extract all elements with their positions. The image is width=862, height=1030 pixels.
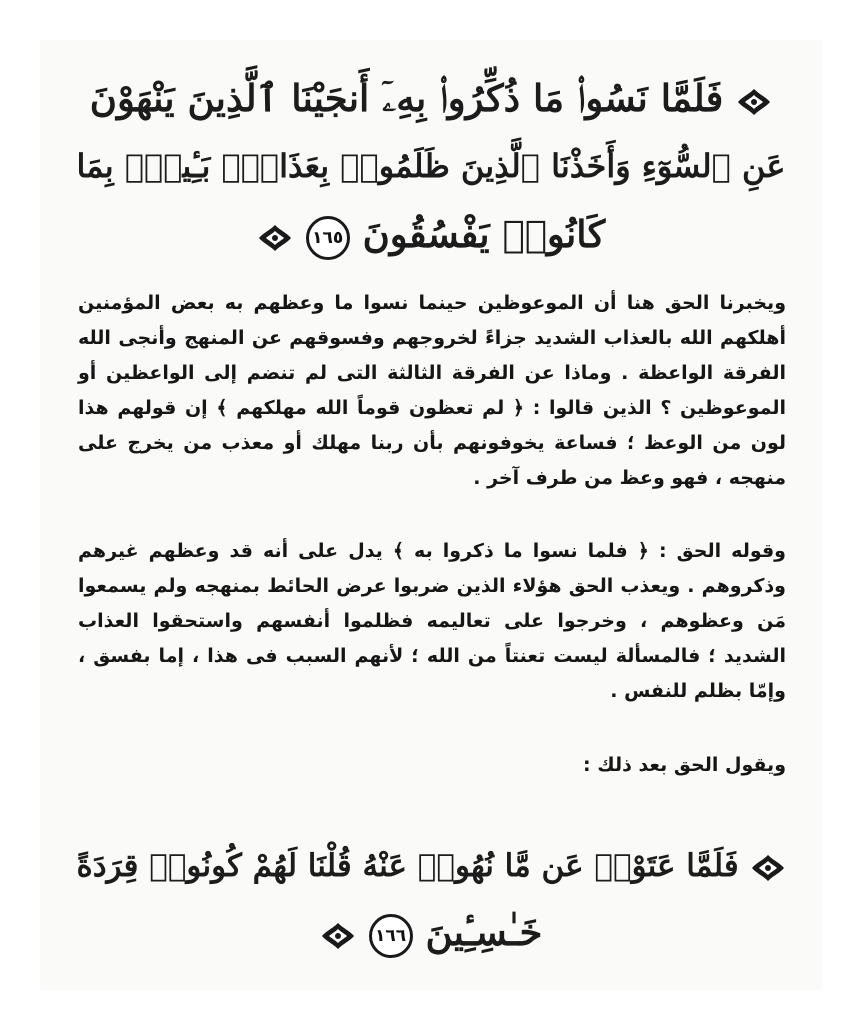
verse-end-ornament-icon bbox=[257, 223, 293, 253]
book-page bbox=[40, 40, 822, 990]
verse-165-line-2 bbox=[70, 136, 792, 196]
verse-number-badge: ١٦٦ bbox=[369, 914, 413, 958]
verse-number-badge: ١٦٥ bbox=[306, 216, 350, 260]
transition-line bbox=[78, 748, 786, 783]
verse-166-line-1-text: فَلَمَّا عَتَوْا۟ عَن مَّا نُهُوا۟ عَنْهُ قُلْنَا لَهُمْ كُونُوا۟ قِرَدَةً bbox=[76, 848, 739, 884]
verse-start-ornament-icon bbox=[750, 853, 786, 883]
commentary-paragraph-1 bbox=[78, 286, 786, 496]
verse-start-ornament-icon bbox=[736, 87, 772, 117]
verse-165-line-1 bbox=[70, 68, 792, 128]
verse-166-line-1 bbox=[70, 836, 792, 896]
paragraph-1-text: ويخبرنا الحق هنا أن الموعوظين حينما نسوا ما وعظهم به بعض المؤمنين أهلكهم الله بالعذاب الشديد جزاءً لخروجهم وفسوقهم عن المنهج وأنجى الله الفرقة الواعظة . وماذا عن الفرقة الثالثة التى لم تنضم إلى الواعظين أو الموعوظين ؟ الذين قالوا : ﴿ لم تعظون قوماً الله مهلكهم ﴾ إن قولهم هذا لون من الوعظ ؛ فساعة يخوفونهم بأن ربنا مهلك أو معذب من يخرج على منهجه ، فهو وعظ من طرف آخر . bbox=[78, 292, 786, 489]
verse-165-line-3-text: كَانُوا۟ يَفْسُقُونَ bbox=[362, 212, 606, 256]
verse-165-line-2-text: عَنِ ٱلسُّوٓءِ وَأَخَذْنَا ٱلَّذِينَ ظَلَمُوا۟ بِعَذَابٍۭ بَـِٔيسٍۭ بِمَا bbox=[76, 147, 786, 185]
verse-end-ornament-icon bbox=[320, 921, 356, 951]
transition-text: ويقول الحق بعد ذلك : bbox=[583, 754, 786, 776]
verse-165-line-1-text: فَلَمَّا نَسُوا۟ مَا ذُكِّرُوا۟ بِهِۦٓ أَنجَيْنَا ٱلَّذِينَ يَنْهَوْنَ bbox=[89, 76, 724, 120]
verse-166-line-2-text: خَـٰسِـِٔينَ bbox=[425, 910, 543, 954]
paragraph-2-text: وقوله الحق : ﴿ فلما نسوا ما ذكروا به ﴾ يدل على أنه قد وعظهم غيرهم وذكروهم . ويعذب الحق هؤلاء الذين ضربوا عرض الحائط بمنهجه ولم يسمعوا مَن وعظوهم ، وخرجوا على تعاليمه فظلموا أنفسهم واستحقوا العذاب الشديد ؛ فالمسألة ليست تعنتاً من الله ؛ لأنهم السبب فى هذا ، إما بفسق ، وإمّا بظلم للنفس . bbox=[78, 540, 786, 702]
verse-165-line-3 bbox=[70, 204, 792, 264]
commentary-paragraph-2 bbox=[78, 534, 786, 709]
verse-166-line-2 bbox=[70, 902, 792, 962]
